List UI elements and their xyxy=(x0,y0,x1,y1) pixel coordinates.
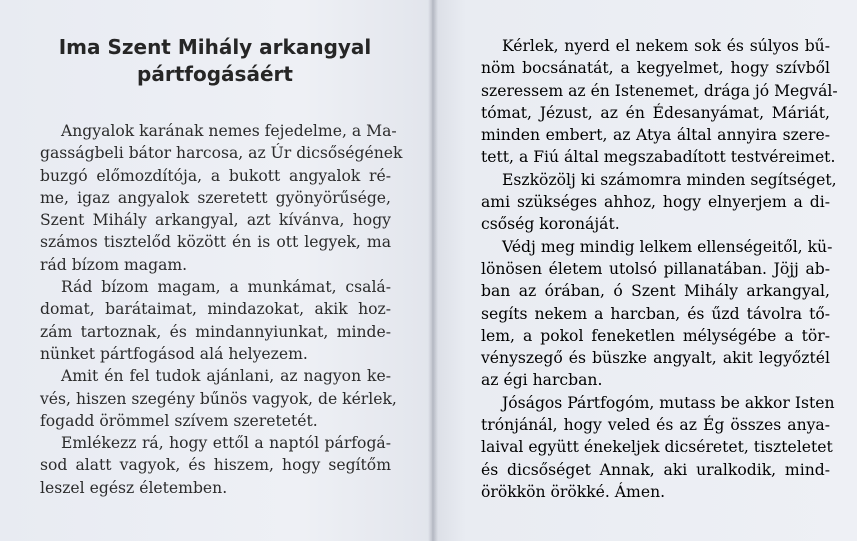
text-line: lönösen életem utolsó pillanatában. Jöjj ab- xyxy=(481,259,830,278)
text-line: nöm bocsánatát, a kegyelmet, hogy szívből xyxy=(481,59,830,78)
text-line: számos tisztelőd között én is ott legyek, ma xyxy=(40,233,391,252)
text-line: és dicsőséget Annak, aki uralkodik, mind- xyxy=(481,460,830,479)
text-line: Védj meg mindig lelkem ellenségeitől, kü- xyxy=(502,237,833,256)
text-line: Rád bízom magam, a munkámat, csalá- xyxy=(61,278,391,297)
text-line: trónjánál, hogy veled és az Ég összes anya- xyxy=(481,416,830,435)
text-line: minden embert, az Atya által annyira szere- xyxy=(481,126,830,145)
text-line: Szent Mihály arkangyal, azt kívánva, hogy xyxy=(40,211,391,230)
book-gutter xyxy=(428,0,438,541)
text-line: vényszegő és büszke angyalt, akit legyőztél xyxy=(481,349,830,368)
title-line: Ima Szent Mihály arkangyal xyxy=(58,35,372,59)
text-line: leszel egész életemben. xyxy=(40,478,228,497)
text-line: vés, hiszen szegény bűnös vagyok, de kérlek, xyxy=(40,389,397,408)
text-line: laival együtt énekeljek dicséretet, tiszteletet xyxy=(481,438,833,457)
text-line: tómat, Jézust, az én Édesanyámat, Máriát, xyxy=(481,103,830,122)
title-line: pártfogásáért xyxy=(137,62,293,86)
text-line: ban az órában, ó Szent Mihály arkangyal, xyxy=(481,282,830,301)
text-line: ami szükséges ahhoz, hogy elnyerjem a di- xyxy=(481,193,830,212)
text-line: örökkön örökké. Ámen. xyxy=(481,482,666,501)
text-line: Jóságos Pártfogóm, mutass be akkor Isten xyxy=(502,393,835,412)
text-line: sod alatt vagyok, és hiszem, hogy segítőm xyxy=(40,456,391,475)
text-line: gasságbeli bátor harcosa, az Úr dicsőségének xyxy=(40,144,403,163)
text-line: rád bízom magam. xyxy=(40,255,188,274)
text-line: segíts nekem a harcban, és űzd távolra tő- xyxy=(481,304,830,323)
text-line: Amit én fel tudok ajánlani, az nagyon ke- xyxy=(61,367,391,386)
text-line: Angyalok karának nemes fejedelme, a Ma- xyxy=(61,122,397,140)
prayer-title xyxy=(40,34,390,88)
text-line: tett, a Fiú által megszabadított testvéreimet. xyxy=(481,148,836,167)
text-line: me, igaz angyalok szeretett gyönyörűsége, xyxy=(40,188,391,207)
text-line: csőség koronáját. xyxy=(481,215,620,234)
text-line: nünket pártfogásod alá helyezem. xyxy=(40,344,308,363)
text-line: Kérlek, nyerd el nekem sok és súlyos bű- xyxy=(502,37,830,55)
text-line: Eszközölj ki számomra minden segítséget, xyxy=(502,170,837,189)
text-line: az égi harcban. xyxy=(481,371,603,390)
text-line: szeressem az én Istenemet, drága jó Megvál- xyxy=(481,81,838,100)
right-column-text xyxy=(481,35,838,503)
text-line: Emlékezz rá, hogy ettől a naptól párfogá- xyxy=(61,434,391,453)
text-line: fogadd örömmel szívem szeretetét. xyxy=(40,411,318,430)
text-line: buzgó előmozdítója, a bukott angyalok ré- xyxy=(40,166,391,185)
text-line: lem, a pokol feneketlen mélységébe a tör- xyxy=(481,326,830,345)
left-column-text xyxy=(40,120,403,499)
text-line: domat, barátaimat, mindazokat, akik hoz- xyxy=(40,300,391,319)
text-line: zám tartoznak, és mindannyiunkat, minde- xyxy=(40,322,391,341)
